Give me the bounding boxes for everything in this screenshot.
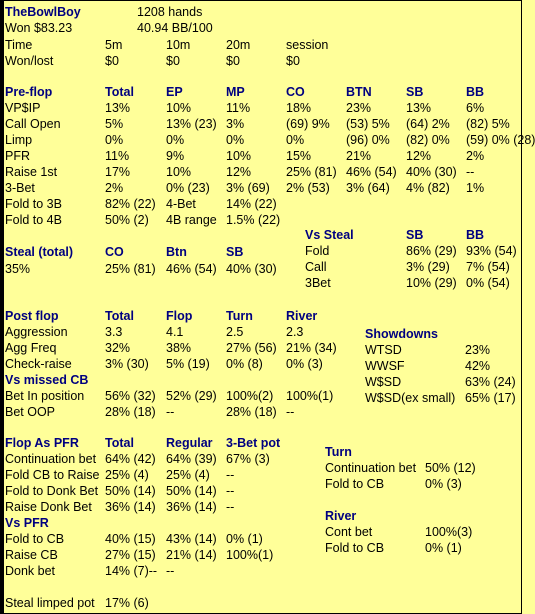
wonlost-value: $0: [226, 54, 240, 68]
postflop-cell: 2.5: [226, 325, 244, 339]
vs-pfr-cell: 40% (15): [105, 532, 156, 546]
vs-steal-cell: 86% (29): [406, 244, 457, 258]
preflop-cell: (82) 5%: [466, 117, 510, 131]
showdown-label: WWSF: [365, 359, 405, 373]
preflop-header: BB: [466, 85, 485, 99]
preflop-cell: 18%: [286, 101, 312, 115]
preflop-cell: 11%: [226, 101, 251, 115]
vs-steal-cell: 93% (54): [466, 244, 517, 258]
vs-steal-label: Fold: [305, 244, 330, 258]
preflop-cell: 2% (53): [286, 181, 330, 195]
postflop-cell: 38%: [166, 341, 192, 355]
vs-pfr-cell: 27% (15): [105, 548, 156, 562]
postflop-header: River: [286, 309, 318, 323]
preflop-cell: 3%: [226, 117, 245, 131]
steal-cell: 35%: [5, 262, 31, 276]
postflop-cell: 27% (56): [226, 341, 277, 355]
vs-pfr-cell: 43% (14): [166, 532, 217, 546]
preflop-cell: 10%: [226, 149, 252, 163]
vs-steal-label: Call: [305, 260, 327, 274]
preflop-row-label: VP$IP: [5, 101, 41, 115]
preflop-cell: 13%: [105, 101, 131, 115]
river-value: 100%(3): [425, 525, 473, 539]
vs-steal-header: BB: [466, 228, 485, 242]
flop-pfr-cell: --: [226, 484, 235, 498]
postflop-cell: 3% (30): [105, 357, 149, 371]
preflop-cell: 0%: [105, 133, 124, 147]
postflop-header: Turn: [226, 309, 253, 323]
turn-label: Fold to CB: [325, 477, 385, 491]
time-col: 10m: [166, 38, 191, 52]
flop-pfr-cell: 50% (14): [105, 484, 156, 498]
flop-pfr-label: Fold CB to Raise: [5, 468, 100, 482]
vs-steal-header: SB: [406, 228, 424, 242]
preflop-row-label: Call Open: [5, 117, 61, 131]
preflop-cell: (69) 9%: [286, 117, 330, 131]
turn-title: Turn: [325, 445, 352, 459]
showdown-value: 63% (24): [465, 375, 516, 389]
missed-cb-cell: 28% (18): [105, 405, 156, 419]
preflop-cell: 0%: [226, 133, 245, 147]
preflop-cell: 9%: [166, 149, 185, 163]
preflop-cell: 10%: [166, 101, 192, 115]
preflop-cell: 5%: [105, 117, 124, 131]
steal-cell: 46% (54): [166, 262, 217, 276]
wonlost-value: $0: [166, 54, 180, 68]
showdown-value: 23%: [465, 343, 491, 357]
preflop-header: BTN: [346, 85, 372, 99]
bb-per-100: 40.94 BB/100: [137, 21, 213, 35]
showdown-label: WTSD: [365, 343, 402, 357]
preflop-cell: 13% (23): [166, 117, 217, 131]
preflop-header: CO: [286, 85, 305, 99]
flop-pfr-label: Raise Donk Bet: [5, 500, 92, 514]
missed-cb-cell: 56% (32): [105, 389, 156, 403]
steal-cell: 40% (30): [226, 262, 277, 276]
steal-limped-label: Steal limped pot: [5, 596, 95, 610]
preflop-cell: 0%: [166, 133, 185, 147]
preflop-cell: 0%: [286, 133, 305, 147]
postflop-header: Post flop: [5, 309, 59, 323]
postflop-header: Flop: [166, 309, 193, 323]
preflop-cell: 3% (69): [226, 181, 270, 195]
river-title: River: [325, 509, 357, 523]
missed-cb-cell: --: [286, 405, 295, 419]
vs-missed-cb-title: Vs missed CB: [5, 373, 89, 387]
preflop-cell: 25% (81): [286, 165, 337, 179]
postflop-label: Aggression: [5, 325, 68, 339]
preflop-cell: 4-Bet: [166, 197, 196, 211]
time-col: session: [286, 38, 329, 52]
vs-pfr-title: Vs PFR: [5, 516, 49, 530]
flop-pfr-cell: 25% (4): [105, 468, 149, 482]
vs-pfr-cell: 14% (7)--: [105, 564, 158, 578]
flop-pfr-cell: --: [226, 468, 235, 482]
postflop-cell: 21% (34): [286, 341, 337, 355]
showdown-label: W$SD: [365, 375, 402, 389]
vs-pfr-label: Raise CB: [5, 548, 58, 562]
preflop-cell: 14% (22): [226, 197, 277, 211]
showdown-label: W$SD(ex small): [365, 391, 456, 405]
steal-limped-value: 17% (6): [105, 596, 149, 610]
vs-steal-header: Vs Steal: [305, 228, 354, 242]
flop-pfr-header: Regular: [166, 436, 213, 450]
preflop-row-label: 3-Bet: [5, 181, 35, 195]
postflop-cell: 3.3: [105, 325, 123, 339]
vs-pfr-label: Donk bet: [5, 564, 56, 578]
turn-value: 50% (12): [425, 461, 476, 475]
river-value: 0% (1): [425, 541, 462, 555]
preflop-row-label: Limp: [5, 133, 33, 147]
flop-pfr-cell: 64% (42): [105, 452, 156, 466]
steal-cell: 25% (81): [105, 262, 156, 276]
preflop-cell: 15%: [286, 149, 312, 163]
steal-header: Btn: [166, 245, 187, 259]
turn-label: Continuation bet: [325, 461, 417, 475]
flop-pfr-label: Fold to Donk Bet: [5, 484, 99, 498]
hands-count: 1208 hands: [137, 5, 203, 19]
preflop-header: Pre-flop: [5, 85, 53, 99]
vs-pfr-cell: --: [166, 564, 175, 578]
flop-pfr-cell: 64% (39): [166, 452, 217, 466]
flop-pfr-cell: 36% (14): [105, 500, 156, 514]
preflop-cell: (64) 2%: [406, 117, 450, 131]
preflop-cell: 23%: [346, 101, 372, 115]
preflop-header: SB: [406, 85, 424, 99]
vs-pfr-cell: 21% (14): [166, 548, 217, 562]
flop-pfr-cell: --: [226, 500, 235, 514]
preflop-cell: 2%: [466, 149, 485, 163]
river-label: Cont bet: [325, 525, 373, 539]
preflop-cell: 6%: [466, 101, 485, 115]
preflop-cell: 50% (2): [105, 213, 149, 227]
preflop-cell: (96) 0%: [346, 133, 390, 147]
preflop-cell: 4B range: [166, 213, 217, 227]
player-name: TheBowlBoy: [5, 5, 81, 19]
preflop-cell: 0% (23): [166, 181, 210, 195]
flop-pfr-label: Continuation bet: [5, 452, 97, 466]
vs-pfr-cell: 0% (1): [226, 532, 263, 546]
vs-steal-cell: 0% (54): [466, 276, 510, 290]
steal-header: SB: [226, 245, 244, 259]
river-label: Fold to CB: [325, 541, 385, 555]
preflop-cell: 4% (82): [406, 181, 450, 195]
vs-pfr-label: Fold to CB: [5, 532, 65, 546]
time-col: 5m: [105, 38, 123, 52]
missed-cb-label: Bet In position: [5, 389, 85, 403]
flop-pfr-header: Total: [105, 436, 134, 450]
preflop-cell: 1.5% (22): [226, 213, 281, 227]
preflop-cell: 1%: [466, 181, 485, 195]
vs-steal-label: 3Bet: [305, 276, 331, 290]
turn-value: 0% (3): [425, 477, 462, 491]
preflop-cell: (53) 5%: [346, 117, 390, 131]
postflop-cell: 0% (3): [286, 357, 323, 371]
preflop-cell: 13%: [406, 101, 432, 115]
wonlost-value: $0: [286, 54, 300, 68]
left-border: [1, 1, 4, 613]
missed-cb-label: Bet OOP: [5, 405, 56, 419]
postflop-cell: 4.1: [166, 325, 184, 339]
flop-pfr-cell: 50% (14): [166, 484, 217, 498]
flop-pfr-cell: 67% (3): [226, 452, 270, 466]
time-col: 20m: [226, 38, 251, 52]
preflop-header: Total: [105, 85, 134, 99]
preflop-cell: (82) 0%: [406, 133, 450, 147]
won-amount: Won $83.23: [5, 21, 73, 35]
postflop-cell: 0% (8): [226, 357, 263, 371]
showdown-value: 42%: [465, 359, 491, 373]
postflop-cell: 32%: [105, 341, 131, 355]
preflop-row-label: Fold to 3B: [5, 197, 62, 211]
preflop-cell: 46% (54): [346, 165, 397, 179]
missed-cb-cell: 100%(1): [286, 389, 334, 403]
missed-cb-cell: --: [166, 405, 175, 419]
flop-pfr-cell: 25% (4): [166, 468, 210, 482]
showdown-value: 65% (17): [465, 391, 516, 405]
preflop-cell: (59) 0% (28): [466, 133, 535, 147]
preflop-cell: 21%: [346, 149, 372, 163]
postflop-header: Total: [105, 309, 134, 323]
preflop-row-label: PFR: [5, 149, 30, 163]
preflop-row-label: Fold to 4B: [5, 213, 62, 227]
flop-pfr-header: Flop As PFR: [5, 436, 79, 450]
missed-cb-cell: 28% (18): [226, 405, 277, 419]
vs-steal-cell: 10% (29): [406, 276, 457, 290]
flop-pfr-header: 3-Bet pot: [226, 436, 281, 450]
vs-steal-cell: 3% (29): [406, 260, 450, 274]
preflop-cell: 3% (64): [346, 181, 390, 195]
postflop-label: Check-raise: [5, 357, 72, 371]
wonlost-label: Won/lost: [5, 54, 54, 68]
preflop-cell: 40% (30): [406, 165, 457, 179]
postflop-label: Agg Freq: [5, 341, 57, 355]
flop-pfr-cell: 36% (14): [166, 500, 217, 514]
time-label: Time: [5, 38, 33, 52]
preflop-cell: 2%: [105, 181, 124, 195]
steal-header: CO: [105, 245, 124, 259]
missed-cb-cell: 52% (29): [166, 389, 217, 403]
wonlost-value: $0: [105, 54, 119, 68]
steal-header: Steal (total): [5, 245, 74, 259]
preflop-cell: 10%: [166, 165, 192, 179]
postflop-cell: 5% (19): [166, 357, 210, 371]
vs-pfr-cell: 100%(1): [226, 548, 274, 562]
showdowns-title: Showdowns: [365, 327, 438, 341]
preflop-row-label: Raise 1st: [5, 165, 58, 179]
preflop-header: MP: [226, 85, 245, 99]
preflop-header: EP: [166, 85, 183, 99]
preflop-cell: 12%: [406, 149, 432, 163]
preflop-cell: 12%: [226, 165, 252, 179]
preflop-cell: 11%: [105, 149, 130, 163]
vs-steal-cell: 7% (54): [466, 260, 510, 274]
preflop-cell: 82% (22): [105, 197, 156, 211]
postflop-cell: 2.3: [286, 325, 304, 339]
preflop-cell: 17%: [105, 165, 131, 179]
preflop-cell: --: [466, 165, 475, 179]
missed-cb-cell: 100%(2): [226, 389, 274, 403]
